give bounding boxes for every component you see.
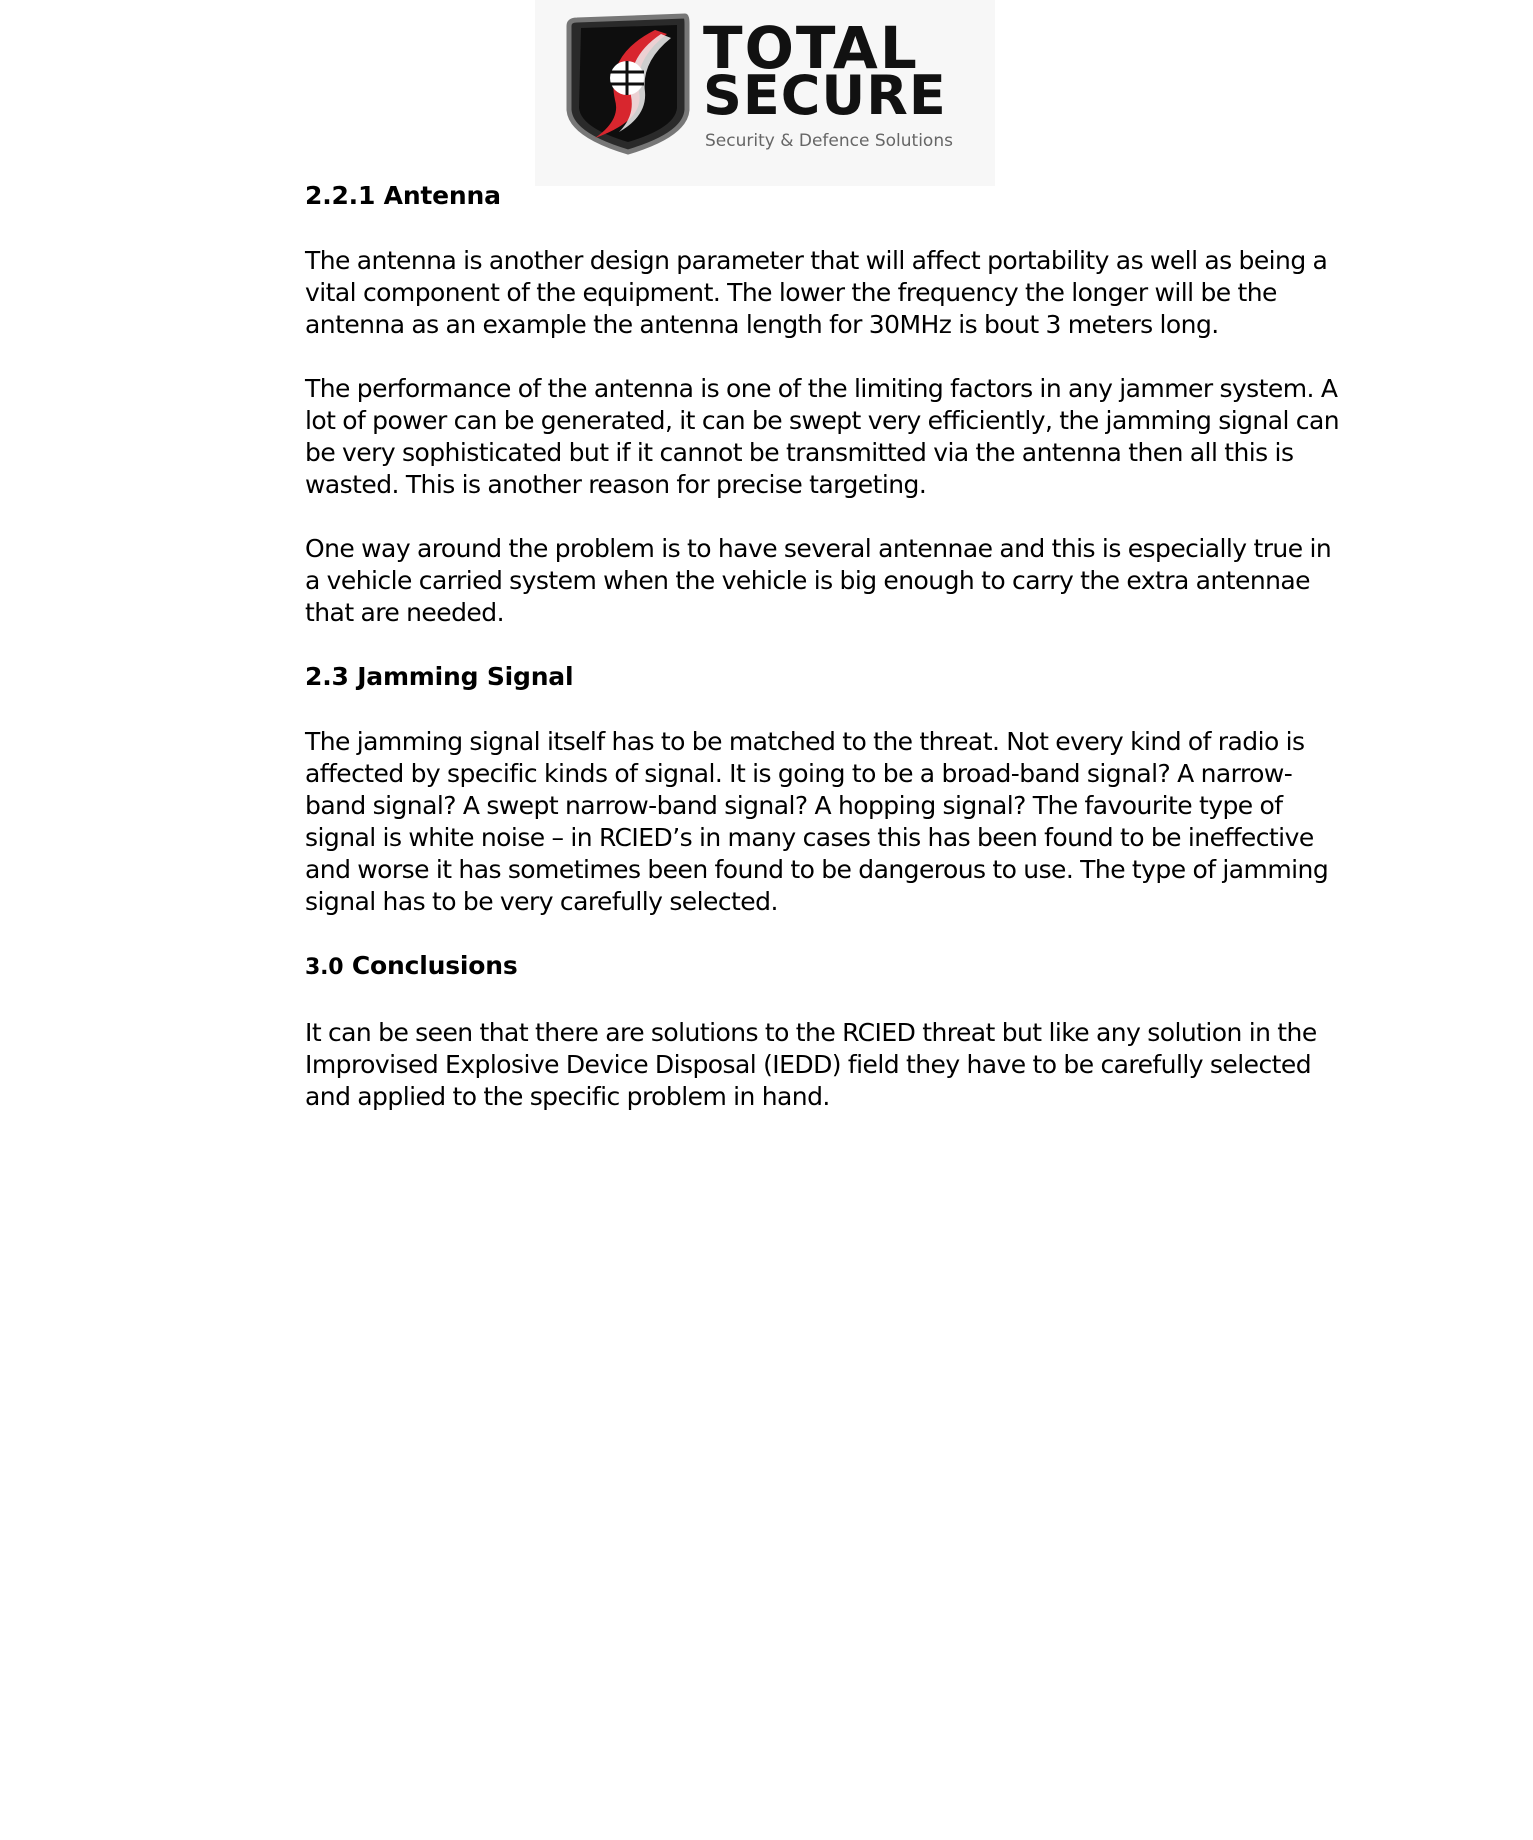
company-logo (535, 0, 995, 186)
document-body (305, 180, 1345, 1145)
paragraph: One way around the problem is to have several antennae and this is especially true in a vehicle carried system when the vehicle is big enough to carry the extra antennae that are needed. (305, 534, 1332, 627)
total-secure-logo (535, 0, 995, 186)
logo-line-2: SECURE (703, 64, 947, 127)
section-number: 3.0 (305, 955, 344, 980)
section-title: Conclusions (351, 951, 518, 980)
logo-line-1: TOTAL (703, 14, 919, 82)
logo-tagline: Security & Defence Solutions (705, 131, 953, 151)
paragraph: The antenna is another design parameter that will affect portability as well as being a vital component of the equipment. The lower the frequency the longer will be the antenna as an example the antenna length for 30MHz is bout 3 meters long. (305, 246, 1328, 339)
section-heading-antenna: 2.2.1 Antenna (305, 181, 501, 210)
paragraph: The performance of the antenna is one of the limiting factors in any jammer system. A lot of power can be generated, it can be swept very efficiently, the jamming signal can be very sophisticated but if it cannot be transmitted via the antenna then all this is wasted. This is another reason for precise targeting. (305, 374, 1340, 499)
paragraph: The jamming signal itself has to be matched to the threat. Not every kind of radio is affected by specific kinds of signal. It is going to be a broad-band signal? A narrow-band signal? A swept narrow-band signal? A hopping signal? The favourite type of signal is white noise – in RCIED’s in many cases this has been found to be ineffective and worse it has sometimes been found to be dangerous to use. The type of jamming signal has to be very carefully selected. (305, 727, 1329, 916)
paragraph: It can be seen that there are solutions to the RCIED threat but like any solution in the Improvised Explosive Device Disposal (IEDD) field they have to be carefully selected and applied to the specific problem in hand. (305, 1018, 1317, 1111)
globe-icon (610, 61, 644, 95)
section-heading-conclusions (305, 950, 1345, 984)
section-heading-jamming-signal: 2.3 Jamming Signal (305, 662, 574, 691)
